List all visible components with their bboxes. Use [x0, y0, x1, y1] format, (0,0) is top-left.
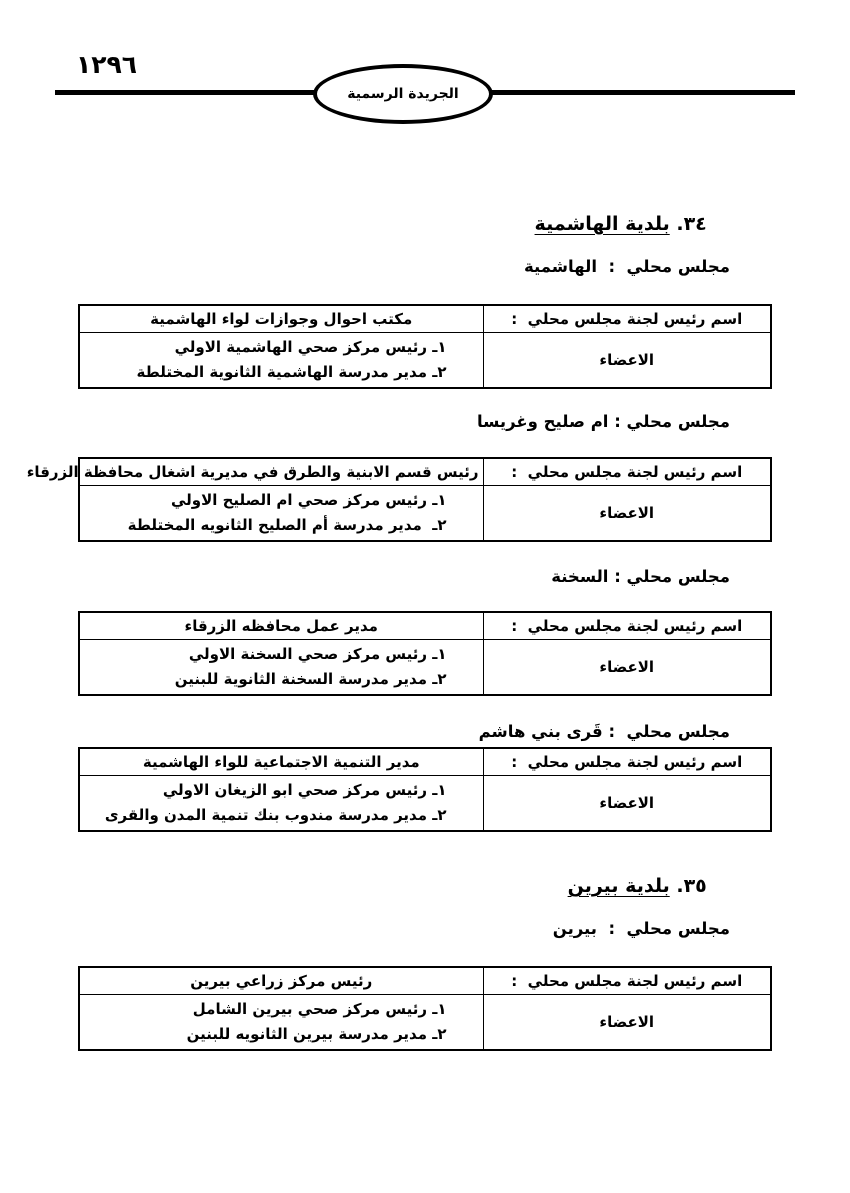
chairman-label-cell: اسم رئيس لجنة مجلس محلي :	[483, 612, 771, 639]
members-label-cell: الاعضاء	[483, 639, 771, 695]
member-item: ١ـ رئيس مركز صحي ابو الزيغان الاولي	[162, 780, 447, 799]
members-label-cell: الاعضاء	[483, 332, 771, 388]
member-item: ٢ـ مدير مدرسة أم الصليح الثانويه المختلطة	[127, 515, 447, 534]
chairman-label-cell: اسم رئيس لجنة مجلس محلي :	[483, 748, 771, 775]
committee-table	[78, 611, 772, 696]
municipality-number: ٣٤.	[676, 213, 707, 235]
member-item: ١ـ رئيس مركز صحي بيرين الشامل	[192, 999, 447, 1018]
chairman-value-cell: رئيس قسم الابنية والطرق في مديرية اشغال محافظة الزرقاء	[79, 458, 483, 485]
committee-table	[78, 966, 772, 1051]
gazette-title: الجريدة الرسمية	[347, 86, 459, 102]
members-list-cell	[79, 639, 483, 695]
member-item: ١ـ رئيس مركز صحي السخنة الاولي	[188, 644, 447, 663]
council-heading: مجلس محلي : قَرى بني هاشم	[478, 722, 730, 741]
member-item: ٢ـ مدير مدرسة بيرين الثانويه للبنين	[186, 1024, 447, 1043]
member-item: ١ـ رئيس مركز صحي الهاشمية الاولي	[174, 337, 447, 356]
members-label-cell: الاعضاء	[483, 994, 771, 1050]
council-heading: مجلس محلي : السخنة	[551, 567, 730, 586]
municipality-heading	[535, 191, 720, 235]
committee-table	[78, 747, 772, 832]
page-number: ١٢٩٦	[76, 50, 138, 79]
member-item: ٢ـ مدير مدرسة مندوب بنك تنمية المدن والقرى	[104, 805, 447, 824]
gazette-oval	[313, 64, 493, 124]
committee-table	[78, 304, 772, 389]
committee-table	[26, 457, 772, 542]
chairman-value-cell: مدير عمل محافظه الزرقاء	[79, 612, 483, 639]
municipality-title: بلدية بيرين	[567, 875, 670, 897]
chairman-value-cell: رئيس مركز زراعي بيرين	[79, 967, 483, 994]
municipality-title: بلدية الهاشمية	[534, 213, 670, 235]
municipality-number: ٣٥.	[676, 875, 707, 897]
chairman-label-cell: اسم رئيس لجنة مجلس محلي :	[483, 305, 771, 332]
members-list-cell	[79, 994, 483, 1050]
chairman-value-cell: مكتب احوال وجوازات لواء الهاشمية	[79, 305, 483, 332]
members-list-cell	[79, 332, 483, 388]
council-heading: مجلس محلي : ام صليح وغريسا	[476, 412, 730, 431]
members-list-cell	[79, 485, 483, 541]
members-label-cell: الاعضاء	[483, 485, 771, 541]
chairman-value-cell: مدير التنمية الاجتماعية للواء الهاشمية	[79, 748, 483, 775]
council-heading: مجلس محلي : بيرين	[552, 919, 730, 938]
chairman-label-cell: اسم رئيس لجنة مجلس محلي :	[483, 967, 771, 994]
members-label-cell: الاعضاء	[483, 775, 771, 831]
chairman-label-cell: اسم رئيس لجنة مجلس محلي :	[483, 458, 771, 485]
members-list-cell	[79, 775, 483, 831]
municipality-heading	[568, 853, 720, 897]
member-item: ٢ـ مدير مدرسة السخنة الثانوية للبنين	[174, 669, 447, 688]
member-item: ٢ـ مدير مدرسة الهاشمية الثانوية المختلطة	[136, 362, 447, 381]
member-item: ١ـ رئيس مركز صحي ام الصليح الاولي	[170, 490, 447, 509]
council-heading: مجلس محلي : الهاشمية	[524, 257, 730, 276]
